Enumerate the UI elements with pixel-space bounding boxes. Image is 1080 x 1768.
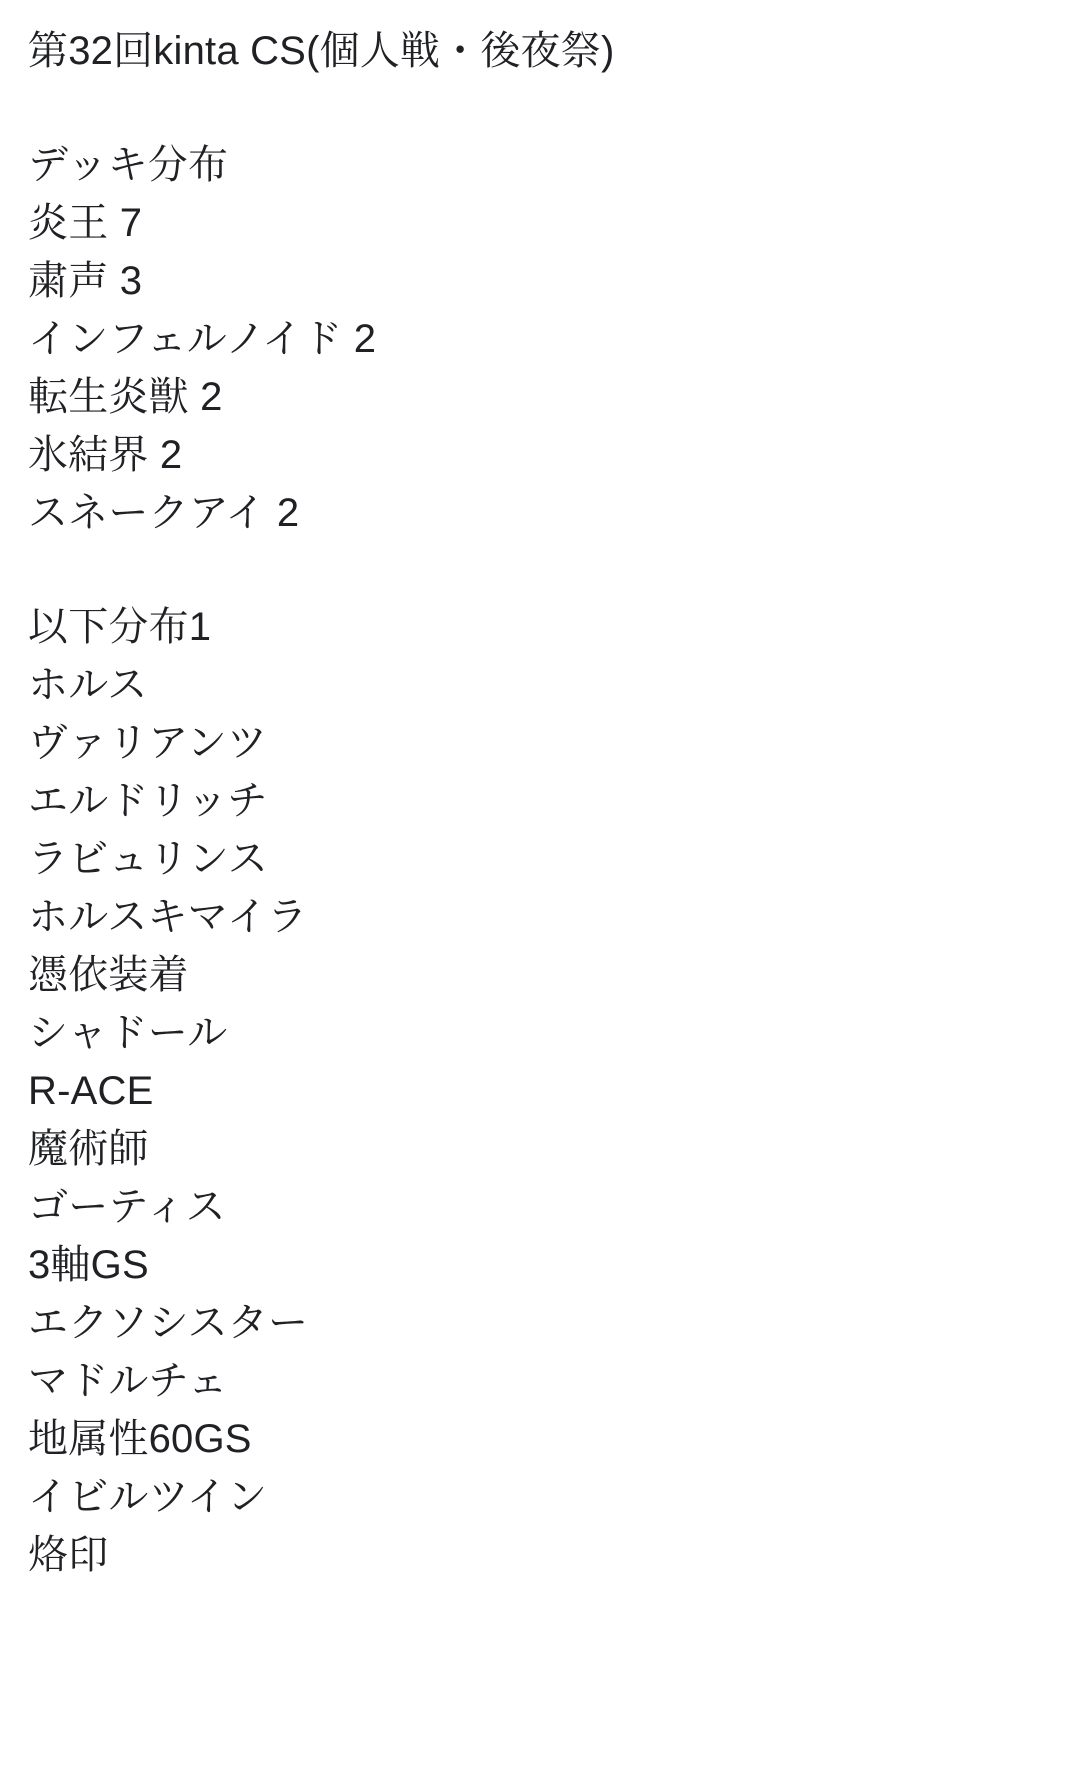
- list-item: ヴァリアンツ: [28, 721, 268, 765]
- list-item: 炎王 7: [28, 201, 143, 245]
- list-item: 転生炎獣 2: [28, 375, 223, 419]
- list-item: 3軸GS: [28, 1243, 149, 1287]
- list-item: スネークアイ 2: [28, 491, 300, 535]
- list-item: 氷結界 2: [28, 433, 183, 477]
- single-entry-section: [28, 598, 1052, 1584]
- page-title: 第32回kinta CS(個人戦・後夜祭): [28, 29, 615, 73]
- list-item: 憑依装着: [28, 953, 189, 997]
- list-item: マドルチェ: [28, 1359, 228, 1403]
- list-item: イビルツイン: [28, 1475, 268, 1519]
- list-item: 粛声 3: [28, 259, 143, 303]
- list-item: エルドリッチ: [28, 779, 268, 823]
- list-item: ゴーティス: [28, 1185, 226, 1229]
- deck-distribution-list: [28, 194, 1052, 542]
- section-heading-single-entries: 以下分布1: [28, 605, 212, 649]
- list-item: R-ACE: [28, 1069, 154, 1113]
- list-item: 魔術師: [28, 1127, 149, 1171]
- deck-distribution-section: [28, 136, 1052, 542]
- list-item: インフェルノイド 2: [28, 317, 377, 361]
- spacer: [28, 542, 1052, 598]
- section-heading-deck-distribution: デッキ分布: [28, 143, 229, 187]
- list-item: ホルスキマイラ: [28, 895, 308, 939]
- list-item: 地属性60GS: [28, 1417, 252, 1461]
- list-item: エクソシスター: [28, 1301, 309, 1345]
- single-entry-list: [28, 656, 1052, 1584]
- list-item: ラビュリンス: [28, 837, 268, 881]
- list-item: 烙印: [28, 1533, 109, 1577]
- list-item: シャドール: [28, 1011, 228, 1055]
- spacer: [28, 80, 1052, 136]
- list-item: ホルス: [28, 663, 148, 707]
